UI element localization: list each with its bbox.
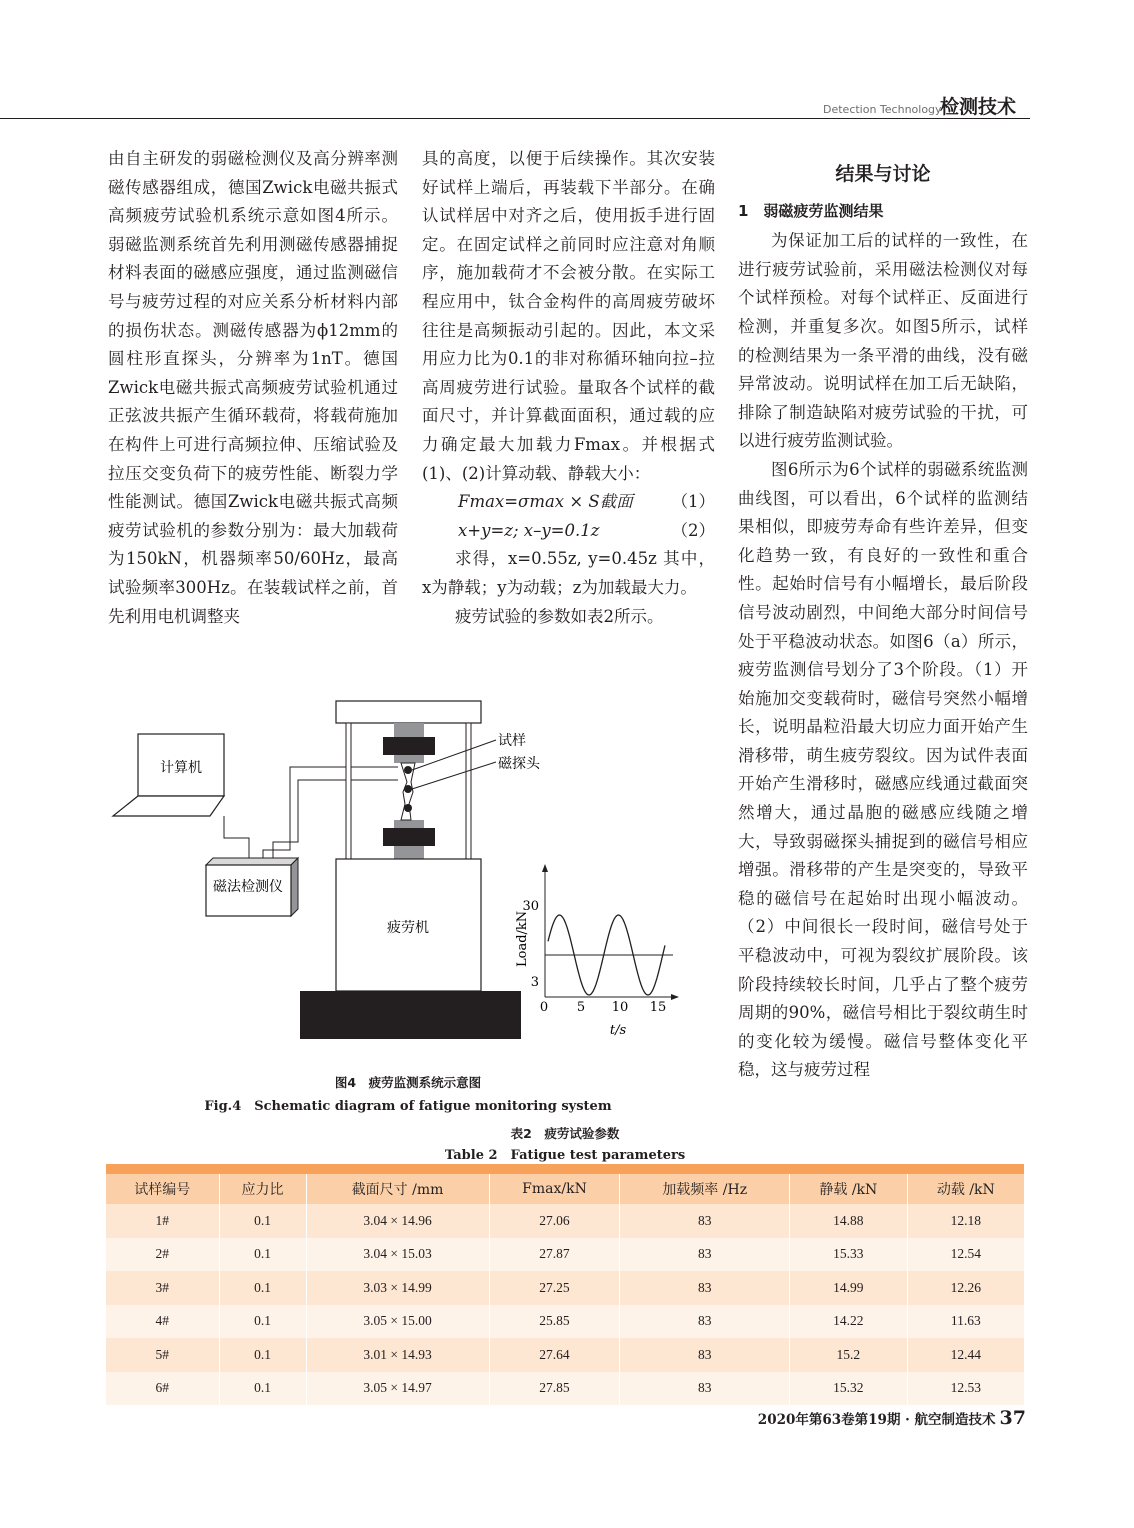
table-cell: 27.25 — [489, 1271, 620, 1305]
y-tick-3: 3 — [530, 975, 539, 990]
col-header-frequency: 加载频率 /Hz — [620, 1174, 790, 1204]
table-cell: 15.33 — [790, 1238, 908, 1272]
table-cell: 15.32 — [790, 1372, 908, 1406]
table-cell: 27.06 — [489, 1204, 620, 1238]
table-cell: 0.1 — [219, 1238, 306, 1272]
table-cell: 12.53 — [907, 1372, 1024, 1406]
table-cell: 27.85 — [489, 1372, 620, 1406]
y-tick-30: 30 — [522, 899, 539, 914]
col1-paragraph: 由自主研发的弱磁检测仪及高分辨率测磁传感器组成，德国Zwick电磁共振式高频疲劳试验机系统示意如图4所示。弱磁监测系统首先利用测磁传感器捕捉材料表面的磁感应强度，通过监测磁信号与疲劳过程的对应关系分析材料内部的损伤状态。测磁传感器为ϕ12mm的圆柱形直探头，分辨率为1nT。德国Zwick电磁共振式高频疲劳试验机通过正弦波共振产生循环载荷，将载荷施加在构件上可进行高频拉伸、压缩试验及拉压交变负荷下的疲劳性能、断裂力学性能测试。德国Zwick电磁共振式高频疲劳试验机的参数分别为：最大加载荷为150kN，机器频率50/60Hz，最高试验频率300Hz。在装载试样之前，首先利用电机调整夹 — [108, 149, 398, 626]
col3-paragraph-1: 为保证加工后的试样的一致性，在进行疲劳试验前，采用磁法检测仪对每个试样预检。对每个试样正、反面进行检测，并重复多次。如图5所示，试样的检测结果为一条平滑的曲线，没有磁异常波动。说明试样在加工后无缺陷，排除了制造缺陷对疲劳试验的干扰，可以进行疲劳监测试验。 — [738, 231, 1028, 451]
table-cell: 12.44 — [907, 1338, 1024, 1372]
equation-2-number: （2） — [671, 520, 715, 540]
y-axis-label: Load/kN — [515, 910, 530, 967]
x-tick-15: 15 — [649, 1000, 667, 1015]
table-row — [106, 1204, 1024, 1238]
table-cell: 15.2 — [790, 1338, 908, 1372]
text-column-2 — [422, 145, 715, 631]
magnetic-instrument-icon — [206, 858, 298, 916]
col2-paragraph-1: 具的高度，以便于后续操作。其次安装好试样上端后，再装载下半部分。在确认试样居中对齐之后，使用扳手进行固定。在固定试样之前同时应注意对角顺序，施加载荷才不会被分散。在实际工程应用中，钛合金构件的高周疲劳破坏往往是高频振动引起的。因此，本文采用应力比为0.1的非对称循环轴向拉–拉高周疲劳进行试验。量取各个试样的截面尺寸，并计算截面面积，通过载的应力确定最大加载力Fmax。并根据式(1)、(2)计算动载、静载大小： — [422, 149, 715, 483]
probe-label: 磁探头 — [498, 756, 540, 772]
x-tick-5: 5 — [576, 1000, 586, 1015]
col2-paragraph-3: 疲劳试验的参数如表2所示。 — [455, 606, 664, 626]
table-cell: 4# — [106, 1305, 219, 1339]
table-row — [106, 1305, 1024, 1339]
table-cell: 27.64 — [489, 1338, 620, 1372]
table-cell: 14.22 — [790, 1305, 908, 1339]
table-2-caption-en: Table 2 Fatigue test parameters — [444, 1148, 686, 1163]
equation-1-number: （1） — [671, 492, 715, 512]
table-cell: 83 — [620, 1372, 790, 1406]
table-cell: 11.63 — [907, 1305, 1024, 1339]
load-waveform-plot — [515, 864, 679, 1038]
table-cell: 14.88 — [790, 1204, 908, 1238]
specimen-label: 试样 — [498, 733, 526, 749]
col-header-stress-ratio: 应力比 — [219, 1174, 306, 1204]
table-cell: 83 — [620, 1338, 790, 1372]
figure-4-caption-cn: 图4 疲劳监测系统示意图 — [334, 1075, 482, 1090]
subsection-title: 1 弱磁疲劳监测结果 — [738, 201, 884, 220]
text-column-3 — [738, 158, 1028, 1085]
col-header-specimen: 试样编号 — [106, 1174, 219, 1204]
table-cell: 14.99 — [790, 1271, 908, 1305]
journal-info: 2020年第63卷第19期 · 航空制造技术 — [757, 1412, 996, 1428]
magnetic-probe-lower — [404, 804, 412, 812]
table-cell: 83 — [620, 1238, 790, 1272]
table-cell: 83 — [620, 1204, 790, 1238]
running-header-english: Detection Technology — [823, 103, 942, 116]
table-cell: 0.1 — [219, 1204, 306, 1238]
col2-paragraph-2: 求得，x=0.55z, y=0.45z 其中，x为静载；y为动载；z为加载最大力。 — [422, 549, 715, 597]
table-2-caption-cn: 表2 疲劳试验参数 — [510, 1126, 620, 1141]
equation-1-body: Fmax=σmax × S截面 — [458, 492, 633, 512]
magnetic-probe-upper — [404, 766, 412, 774]
computer-icon — [113, 734, 224, 816]
table-cell: 6# — [106, 1372, 219, 1406]
cables — [224, 767, 398, 858]
page-footer — [700, 1407, 1026, 1429]
magnetic-probe-middle — [404, 785, 412, 793]
x-tick-0: 0 — [539, 1000, 549, 1015]
table-cell: 12.54 — [907, 1238, 1024, 1272]
table-cell: 3.04 × 15.03 — [306, 1238, 489, 1272]
table-cell: 5# — [106, 1338, 219, 1372]
figure-4-schematic — [108, 692, 708, 1054]
table-cell: 25.85 — [489, 1305, 620, 1339]
col-header-fmax: Fmax/kN — [489, 1174, 620, 1204]
table-row — [106, 1372, 1024, 1406]
running-header-chinese: 检测技术 — [940, 96, 1017, 118]
table-cell: 83 — [620, 1305, 790, 1339]
table-cell: 3.05 × 15.00 — [306, 1305, 489, 1339]
text-column-1 — [108, 145, 398, 631]
equation-1 — [422, 488, 715, 517]
fatigue-machine-body — [300, 859, 521, 1039]
x-tick-10: 10 — [611, 1000, 629, 1015]
table-cell: 83 — [620, 1271, 790, 1305]
table-cell: 3.01 × 14.93 — [306, 1338, 489, 1372]
x-axis-label: t/s — [609, 1023, 627, 1038]
table-cell: 0.1 — [219, 1338, 306, 1372]
figure-4-caption-en: Fig.4 Schematic diagram of fatigue monitoring system — [204, 1099, 612, 1114]
table-cell: 2# — [106, 1238, 219, 1272]
col-header-static-load: 静载 /kN — [790, 1174, 908, 1204]
fatigue-parameters-table — [106, 1164, 1024, 1405]
instrument-label: 磁法检测仪 — [213, 879, 283, 895]
fatigue-machine-label: 疲劳机 — [387, 920, 429, 936]
table-cell: 3.05 × 14.97 — [306, 1372, 489, 1406]
computer-label: 计算机 — [160, 760, 202, 776]
table-cell: 3# — [106, 1271, 219, 1305]
table-row — [106, 1238, 1024, 1272]
equation-2 — [422, 517, 715, 546]
table-cell: 12.26 — [907, 1271, 1024, 1305]
section-title: 结果与讨论 — [835, 163, 931, 185]
col3-paragraph-2: 图6所示为6个试样的弱磁系统监测曲线图，可以看出，6个试样的监测结果相似，即疲劳寿命有些许差异，但变化趋势一致，有良好的一致性和重合性。起始时信号有小幅增长，最后阶段信号波动剧烈，中间绝大部分时间信号处于平稳波动状态。如图6（a）所示，疲劳监测信号划分了3个阶段。（1）开始施加交变载荷时，磁信号突然小幅增长，说明晶粒沿最大切应力面开始产生滑移带，萌生疲劳裂纹。因为试件表面开始产生滑移时，磁感应线通过截面突然增大，通过晶胞的磁感应线随之增大，导致弱磁探头捕捉到的磁信号相应增强。滑移带的产生是突变的，导致平稳的磁信号在起始时出现小幅波动。（2）中间很长一段时间，磁信号处于平稳波动中，可视为裂纹扩展阶段。该阶段持续较长时间，几乎占了整个疲劳周期的90%，磁信号相比于裂纹萌生时的变化较为缓慢。磁信号整体变化平稳，这与疲劳过程 — [738, 459, 1028, 1080]
equation-2-body: x+y=z; x–y=0.1z — [458, 520, 600, 540]
table-cell: 0.1 — [219, 1305, 306, 1339]
header-rule — [0, 118, 1030, 119]
table-row — [106, 1271, 1024, 1305]
table-cell: 0.1 — [219, 1372, 306, 1406]
table-cell: 0.1 — [219, 1271, 306, 1305]
table-cell: 12.18 — [907, 1204, 1024, 1238]
col-header-section-size: 截面尺寸 /mm — [306, 1174, 489, 1204]
table-cell: 1# — [106, 1204, 219, 1238]
table-cell: 27.87 — [489, 1238, 620, 1272]
col-header-dynamic-load: 动载 /kN — [907, 1174, 1024, 1204]
table-cell: 3.03 × 14.99 — [306, 1271, 489, 1305]
page-number: 37 — [999, 1407, 1026, 1429]
table-cell: 3.04 × 14.96 — [306, 1204, 489, 1238]
table-row — [106, 1338, 1024, 1372]
